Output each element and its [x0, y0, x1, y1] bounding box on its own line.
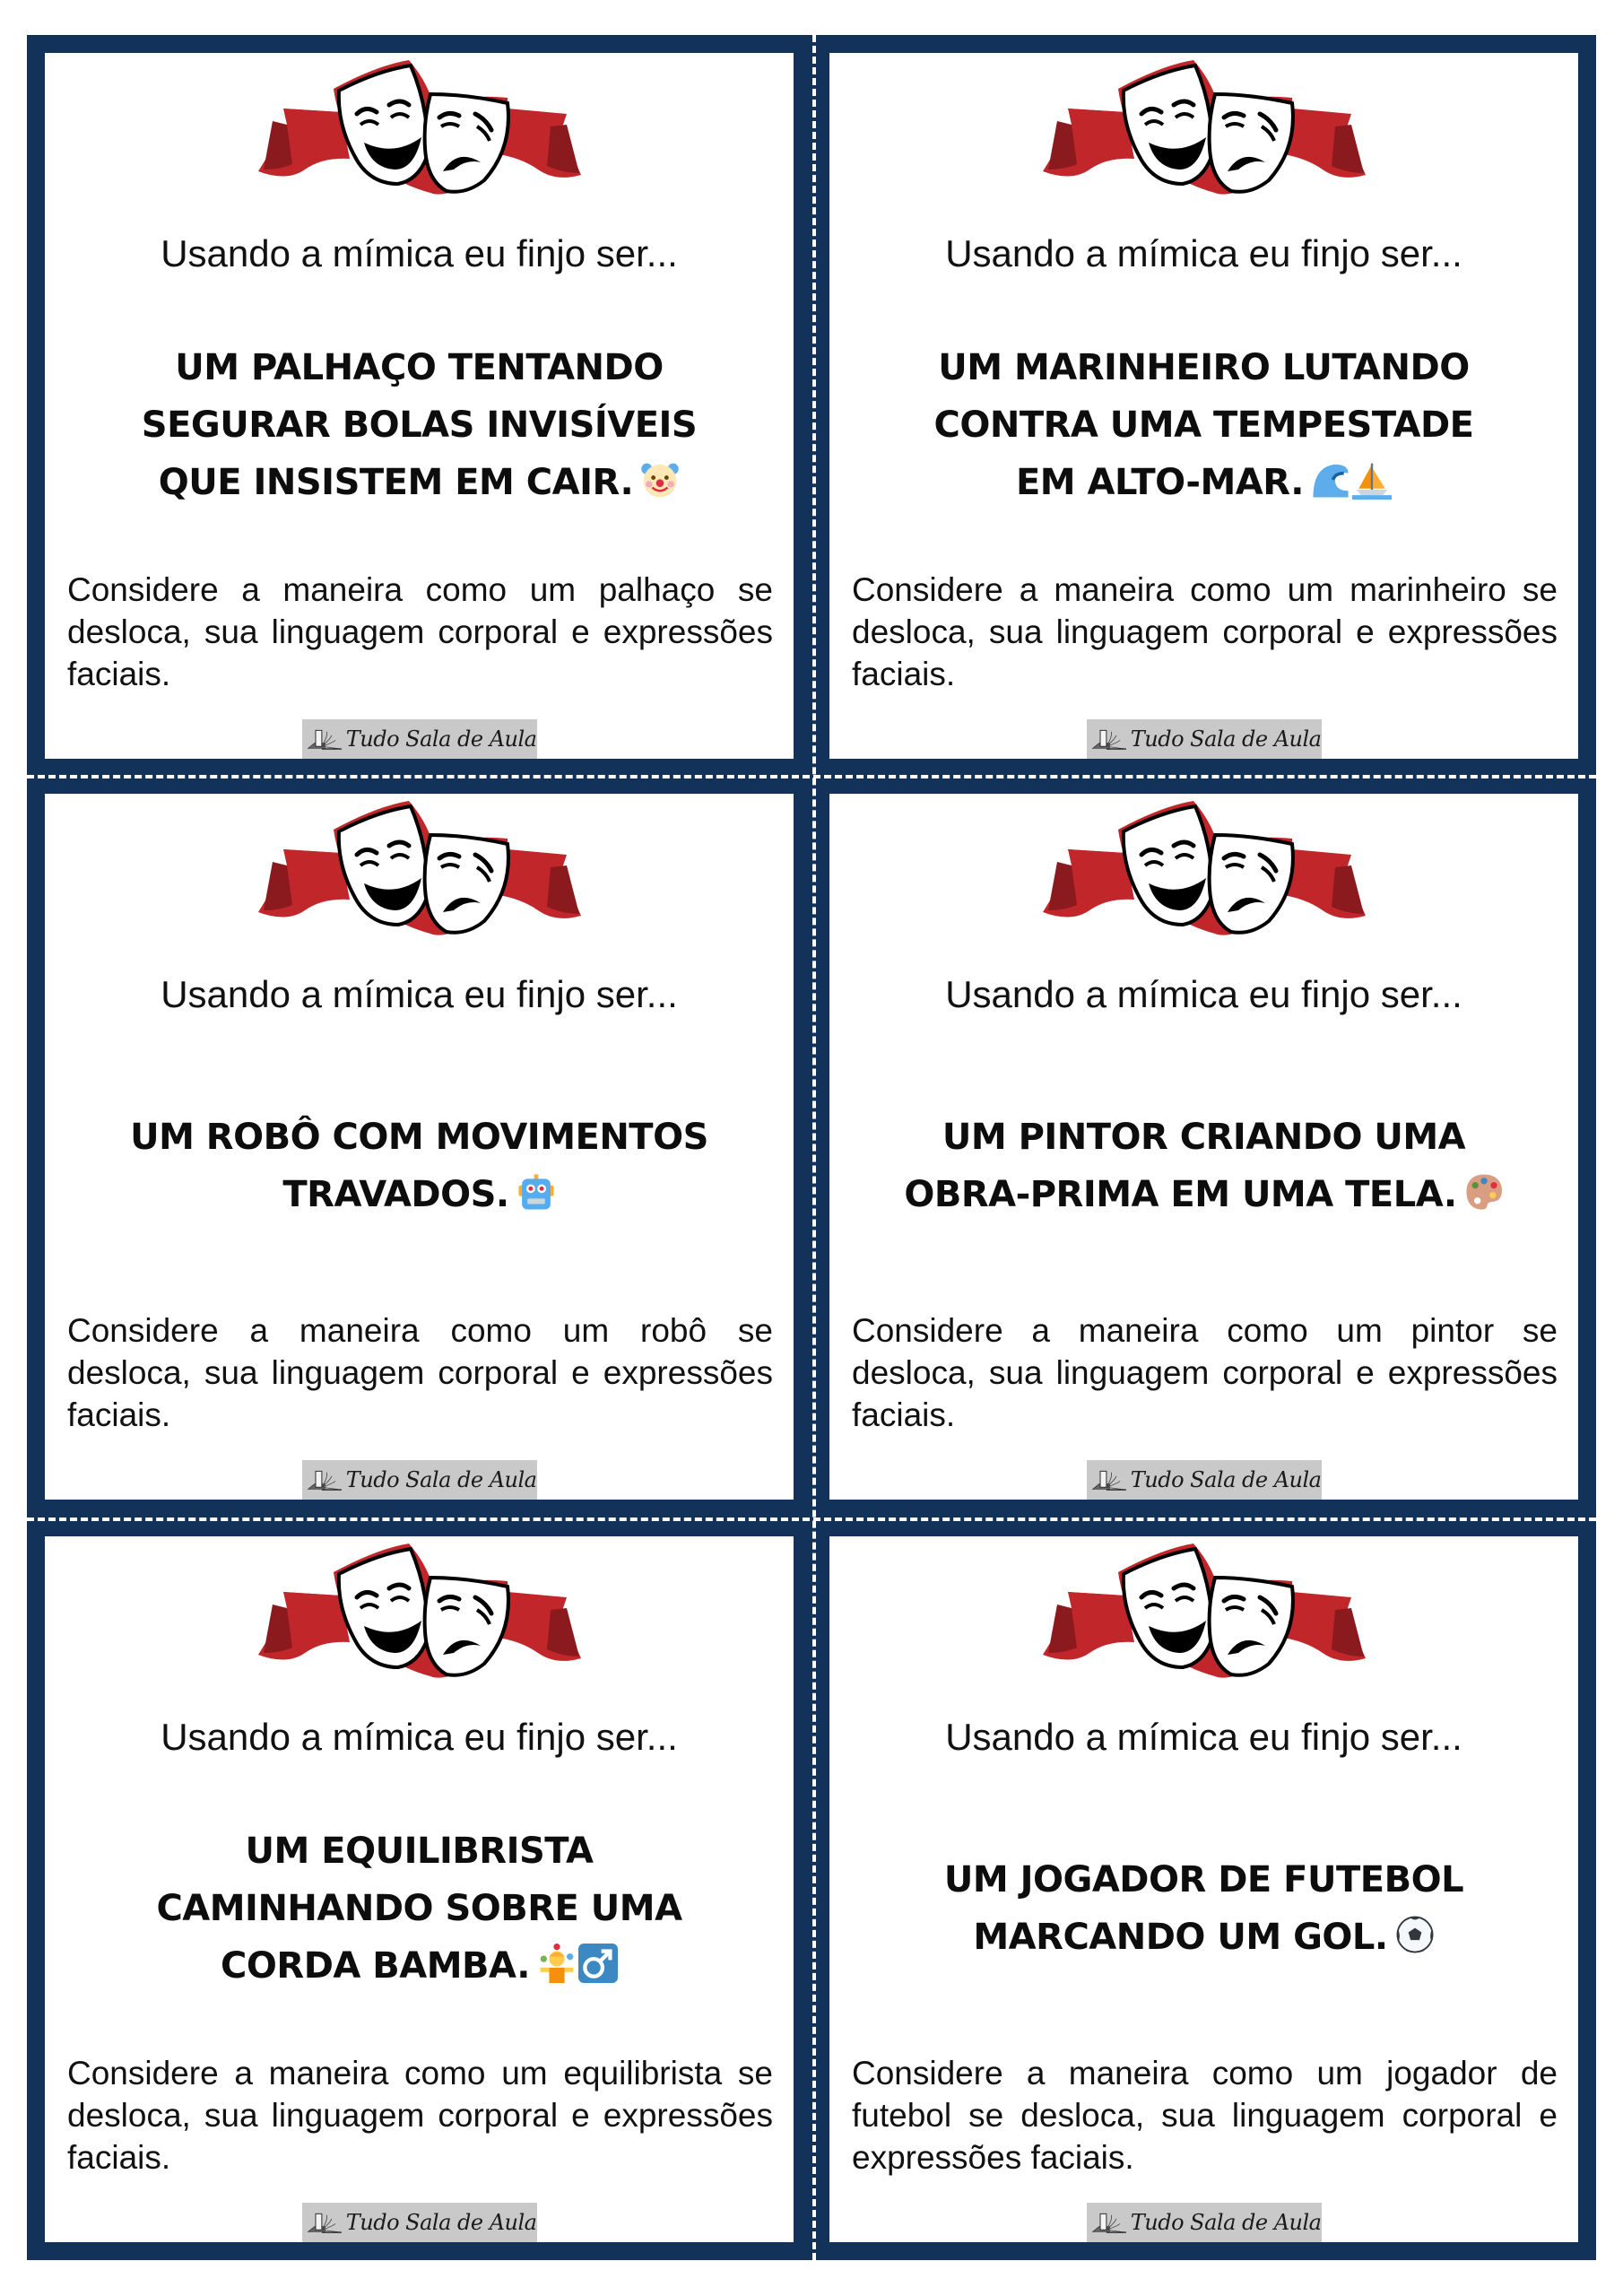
- theater-masks-icon: [1036, 799, 1373, 935]
- card-title-area: [847, 1796, 1560, 2021]
- card-prompt: Usando a mímica eu finjo ser...: [945, 973, 1462, 1015]
- card-instructions: Considere a maneira como um marinheiro se desloca, sua linguagem corporal e expressões faciais.: [852, 571, 1558, 692]
- open-book-icon: [1090, 1464, 1127, 1496]
- theater-masks-icon: [1036, 1542, 1373, 1678]
- card-instructions: Considere a maneira como um palhaço se desloca, sua linguagem corporal e expressões faciais.: [67, 571, 773, 692]
- title-line: UM MARINHEIRO LUTANDO: [938, 347, 1470, 388]
- card-title-area: [847, 313, 1560, 537]
- card-title-area: [63, 313, 776, 537]
- card-title: [944, 1851, 1463, 1966]
- card-title-area: [63, 1054, 776, 1278]
- sailboat-icon: [1352, 460, 1392, 500]
- title-line: OBRA-PRIMA EM UMA TELA.: [904, 1174, 1457, 1215]
- brand-name: Tudo Sala de Aula: [1130, 726, 1322, 752]
- card-title: [904, 1109, 1503, 1223]
- card-title-area: [847, 1054, 1560, 1278]
- card-sheet: [27, 35, 1596, 2260]
- card-title: [156, 1822, 681, 1995]
- title-line: UM EQUILIBRISTA: [245, 1831, 594, 1872]
- theater-masks-icon: [251, 58, 588, 195]
- title-line: UM PINTOR CRIANDO UMA: [942, 1117, 1466, 1158]
- cut-line-vertical: [812, 35, 816, 2260]
- open-book-icon: [306, 1464, 343, 1496]
- card-instructions: Considere a maneira como um robô se desloca, sua linguagem corporal e expressões faciais.: [67, 1312, 773, 1433]
- theater-masks-icon: [251, 1542, 588, 1678]
- brand-watermark: [302, 2203, 537, 2242]
- cut-line-horizontal: [27, 775, 1596, 778]
- title-line: CORDA BAMBA.: [221, 1945, 530, 1987]
- brand-name: Tudo Sala de Aula: [345, 726, 537, 752]
- robot-icon: [516, 1172, 556, 1212]
- title-line: CAMINHANDO SOBRE UMA: [156, 1888, 682, 1929]
- brand-watermark: [1087, 719, 1322, 759]
- clown-face-icon: [640, 460, 680, 500]
- open-book-icon: [1090, 2206, 1127, 2239]
- card-instructions: Considere a maneira como um pintor se desloca, sua linguagem corporal e expressões faciais.: [852, 1312, 1558, 1433]
- artist-palette-icon: [1464, 1172, 1504, 1212]
- male-sign-icon: [578, 1944, 618, 1983]
- person-juggling-icon: [537, 1944, 577, 1983]
- brand-name: Tudo Sala de Aula: [1130, 2210, 1322, 2235]
- card-prompt: Usando a mímica eu finjo ser...: [161, 973, 678, 1015]
- open-book-icon: [306, 723, 343, 755]
- title-line: EM ALTO-MAR.: [1015, 462, 1304, 503]
- title-line: MARCANDO UM GOL.: [973, 1917, 1388, 1958]
- card-prompt: Usando a mímica eu finjo ser...: [945, 1716, 1462, 1758]
- card-prompt: Usando a mímica eu finjo ser...: [161, 232, 678, 274]
- brand-name: Tudo Sala de Aula: [1130, 1467, 1322, 1492]
- brand-name: Tudo Sala de Aula: [345, 1467, 537, 1492]
- water-wave-icon: [1311, 460, 1350, 500]
- soccer-ball-icon: [1395, 1915, 1435, 1954]
- brand-watermark: [302, 1460, 537, 1500]
- mime-card: [829, 1536, 1578, 2242]
- mime-card: [45, 53, 794, 759]
- title-line: UM JOGADOR DE FUTEBOL: [943, 1859, 1464, 1900]
- card-title-area: [63, 1796, 776, 2021]
- card-title: [130, 1109, 708, 1223]
- card-instructions: Considere a maneira como um jogador de futebol se desloca, sua linguagem corporal e expressões faciais.: [852, 2055, 1558, 2176]
- cut-line-horizontal: [27, 1518, 1596, 1521]
- brand-watermark: [1087, 2203, 1322, 2242]
- theater-masks-icon: [1036, 58, 1373, 195]
- title-line: UM ROBÔ COM MOVIMENTOS: [130, 1117, 708, 1158]
- title-line: TRAVADOS.: [282, 1174, 509, 1215]
- mime-card: [45, 1536, 794, 2242]
- theater-masks-icon: [251, 799, 588, 935]
- open-book-icon: [306, 2206, 343, 2239]
- title-line: CONTRA UMA TEMPESTADE: [933, 404, 1474, 446]
- mime-card: [829, 794, 1578, 1500]
- card-title: [934, 339, 1474, 511]
- brand-watermark: [302, 719, 537, 759]
- card-instructions: Considere a maneira como um equilibrista se desloca, sua linguagem corporal e expressões faciais.: [67, 2055, 773, 2176]
- brand-name: Tudo Sala de Aula: [345, 2210, 537, 2235]
- open-book-icon: [1090, 723, 1127, 755]
- brand-watermark: [1087, 1460, 1322, 1500]
- mime-card: [829, 53, 1578, 759]
- card-prompt: Usando a mímica eu finjo ser...: [161, 1716, 678, 1758]
- title-line: UM PALHAÇO TENTANDO: [175, 347, 664, 388]
- card-title: [142, 339, 697, 511]
- title-line: QUE INSISTEM EM CAIR.: [158, 462, 634, 503]
- card-prompt: Usando a mímica eu finjo ser...: [945, 232, 1462, 274]
- title-line: SEGURAR BOLAS INVISÍVEIS: [141, 404, 698, 446]
- mime-card: [45, 794, 794, 1500]
